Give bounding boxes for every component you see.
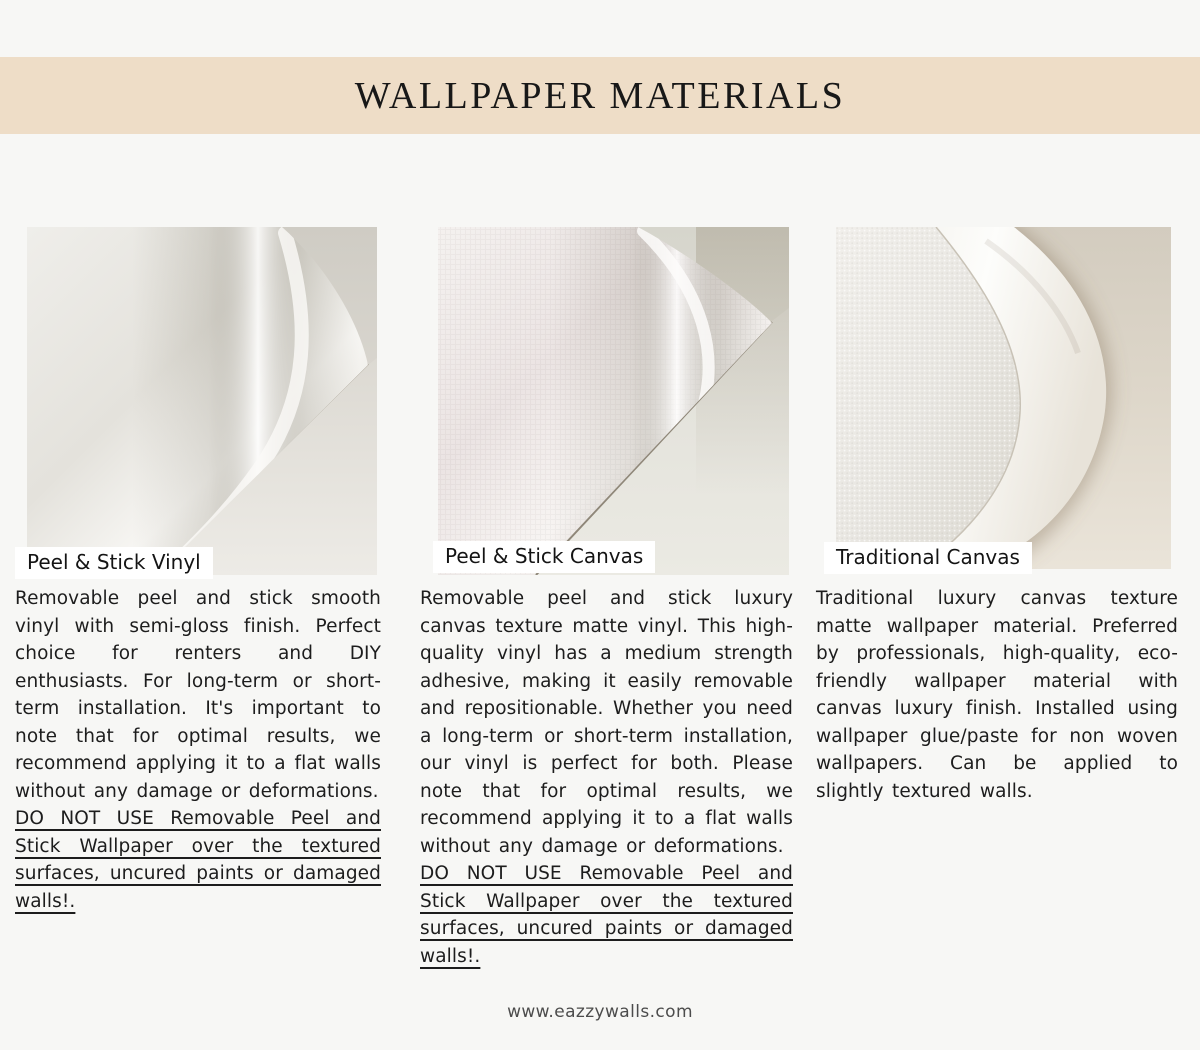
- curled-traditional-canvas-sample-photo: [836, 227, 1171, 569]
- photo-wrap-canvas: [420, 227, 793, 575]
- material-description: Removable peel and stick smooth vinyl with semi-gloss finish. Perfect choice for renters and DIY enthusiasts. For long-term or short-term installation. It's important to note that for optimal results, we recommend applying it to a flat walls without any damage or deformations.: [15, 588, 381, 802]
- material-column-peel-stick-canvas: [420, 227, 793, 970]
- material-description: Traditional luxury canvas texture matte wallpaper material. Preferred by professionals, high-quality, eco-friendly wallpaper material with canvas luxury finish. Installed using wallpaper glue/paste for non woven wallpapers. Can be applied to slightly textured walls.: [816, 588, 1178, 802]
- photo-wrap-traditional: [816, 227, 1178, 575]
- material-label: Peel & Stick Canvas: [433, 541, 655, 573]
- material-column-peel-stick-vinyl: [15, 227, 381, 915]
- material-description: Removable peel and stick luxury canvas texture matte vinyl. This high-quality vinyl has a medium strength adhesive, making it easily removable and repositionable. Whether you need a long-term or short-term installation, our vinyl is perfect for both. Please note that for optimal results, we recommend applying it to a flat walls without any damage or deformations.: [420, 588, 793, 857]
- material-label: Traditional Canvas: [824, 542, 1032, 574]
- banner: [0, 57, 1200, 134]
- website-url: www.eazzywalls.com: [507, 1002, 693, 1022]
- curled-canvas-vinyl-sample-photo: [438, 227, 789, 575]
- material-label: Peel & Stick Vinyl: [15, 547, 213, 579]
- materials-columns: [0, 227, 1178, 970]
- material-column-traditional-canvas: [816, 227, 1178, 805]
- page-title: WALLPAPER MATERIALS: [354, 74, 846, 117]
- curled-smooth-vinyl-sample-photo: [27, 227, 377, 575]
- material-warning: DO NOT USE Removable Peel and Stick Wallpaper over the textured surfaces, uncured paints or damaged walls!.: [420, 863, 793, 967]
- photo-wrap-vinyl: [15, 227, 381, 575]
- material-warning: DO NOT USE Removable Peel and Stick Wallpaper over the textured surfaces, uncured paints or damaged walls!.: [15, 808, 381, 912]
